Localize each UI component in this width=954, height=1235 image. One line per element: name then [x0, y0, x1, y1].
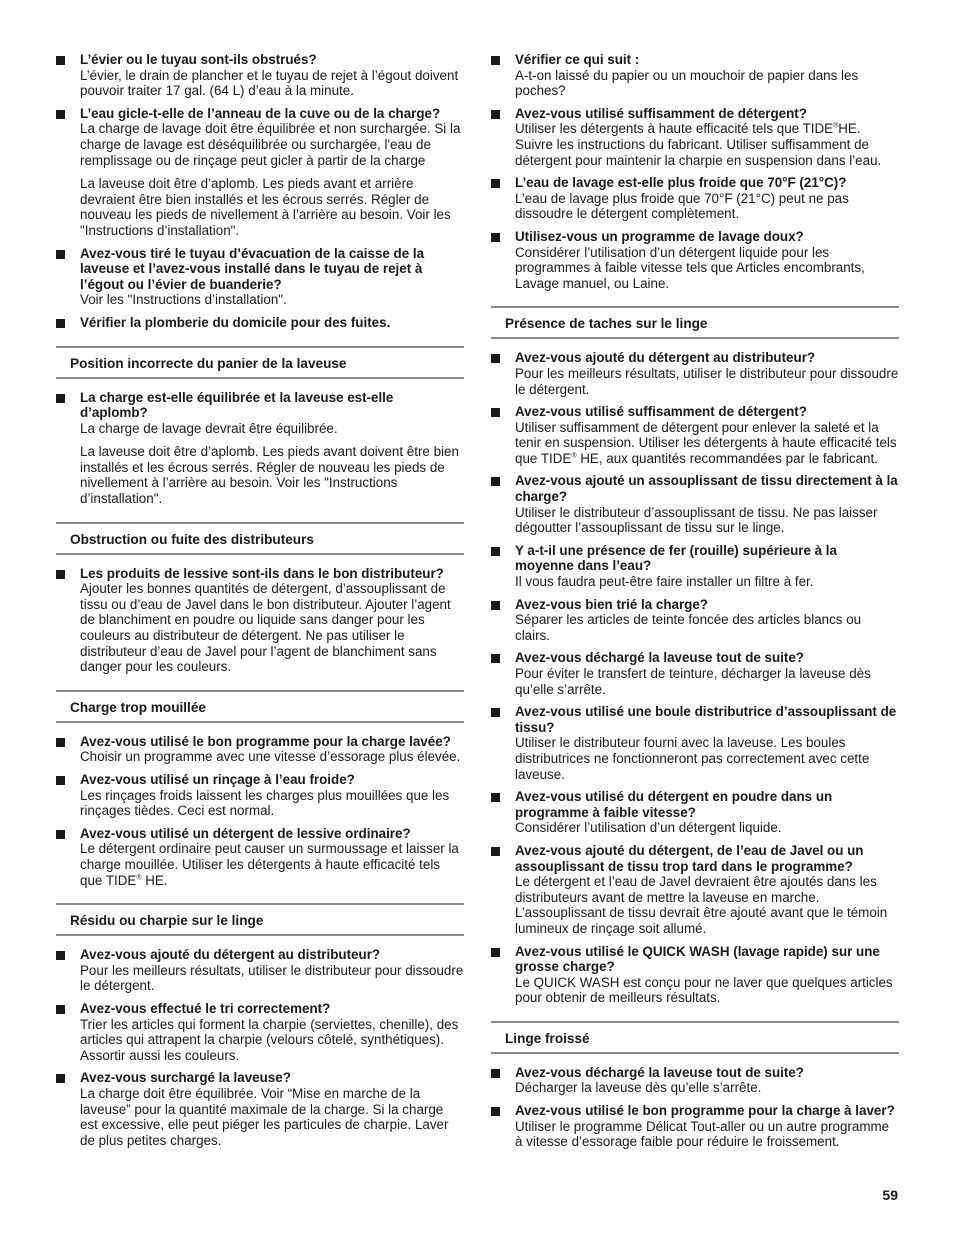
faq-item: [491, 944, 899, 1006]
faq-answer: [80, 68, 464, 99]
faq-answer-text: La charge de lavage devrait être équilibrée.: [80, 420, 338, 436]
faq-answer-text: A-t-on laissé du papier ou un mouchoir de papier dans les poches?: [515, 67, 859, 99]
faq-answer-text: Ajouter les bonnes quantités de détergent, d’assouplissant de tissu ou d’eau de Javel dans le bon distributeur. Ajouter l’agent de blanchiment en poudre ou liquide sans danger pour les couleurs au distributeur de détergent. Ne pas utiliser le distributeur d’eau de Javel pour l’agent de blanchiment sans danger pour les couleurs.: [80, 581, 451, 675]
faq-item: [56, 106, 464, 168]
faq-item: [491, 52, 899, 99]
section-heading: Charge trop mouillée: [56, 690, 464, 723]
section: [56, 903, 464, 936]
faq-item: [491, 106, 899, 168]
faq-item: [491, 789, 899, 836]
faq-answer-text: Utiliser suffisamment de détergent pour enlever la saleté et la tenir en suspension. Utiliser les détergents à haute efficacité tels que TIDE: [515, 419, 897, 466]
square-bullet-icon: [56, 250, 65, 259]
faq-answer: [515, 420, 899, 467]
square-bullet-icon: [491, 110, 500, 119]
faq-answer-text: L’eau de lavage plus froide que 70°F (21°C) peut ne pas dissoudre le détergent complètement.: [515, 190, 849, 222]
faq-answer: [80, 963, 464, 994]
square-bullet-icon: [491, 56, 500, 65]
faq-answer-text: Pour éviter le transfert de teinture, décharger la laveuse dès qu’elle s’arrête.: [515, 666, 871, 697]
faq-answer: [515, 1080, 899, 1096]
right-column: [491, 52, 899, 1157]
faq-answer-text: Voir les "Instructions d’installation".: [80, 292, 287, 308]
faq-answer-text: Considérer l’utilisation d’un détergent liquide.: [515, 820, 782, 836]
faq-item: [491, 229, 899, 291]
square-bullet-icon: [491, 1069, 500, 1078]
faq-item: [56, 246, 464, 308]
faq-answer: [80, 1086, 464, 1148]
square-bullet-icon: [56, 319, 65, 328]
faq-answer: [80, 581, 464, 675]
faq-answer: [515, 245, 899, 292]
square-bullet-icon: [491, 847, 500, 856]
faq-item: [56, 947, 464, 994]
faq-answer-text-cont: HE, aux quantités recommandées par le fabricant.: [576, 450, 878, 466]
faq-question: Avez-vous utilisé du détergent en poudre dans un programme à faible vitesse?: [515, 789, 833, 820]
faq-answer-text-cont: HE. Suivre les instructions du fabricant. Utiliser suffisamment de détergent pour maintenir la charpie en suspension dans l’eau.: [515, 121, 882, 168]
faq-item: [56, 734, 464, 765]
square-bullet-icon: [56, 56, 65, 65]
faq-question: Avez-vous ajouté du détergent au distributeur?: [515, 350, 816, 366]
faq-question: Utilisez-vous un programme de lavage doux?: [515, 228, 804, 244]
faq-item: [56, 315, 464, 331]
faq-item: [56, 772, 464, 819]
square-bullet-icon: [491, 601, 500, 610]
faq-answer-text: Le QUICK WASH est conçu pour ne laver que quelques articles pour obtenir de meilleurs résultats.: [515, 974, 893, 1006]
section: [491, 306, 899, 339]
square-bullet-icon: [491, 948, 500, 957]
square-bullet-icon: [491, 1107, 500, 1116]
faq-question: Avez-vous déchargé la laveuse tout de suite?: [515, 1064, 804, 1080]
square-bullet-icon: [491, 179, 500, 188]
faq-question: Les produits de lessive sont-ils dans le bon distributeur?: [80, 565, 444, 581]
faq-answer-text: Trier les articles qui forment la charpie (serviettes, chenille), des articles qui attrapent la charpie (velours côtelé, synthétiques). Assortir aussi les couleurs.: [80, 1016, 459, 1063]
faq-item: [491, 350, 899, 397]
section: [56, 522, 464, 555]
faq-question: Avez-vous ajouté du détergent au distributeur?: [80, 947, 381, 963]
square-bullet-icon: [491, 708, 500, 717]
faq-item: [491, 597, 899, 644]
faq-question: L’eau gicle-t-elle de l’anneau de la cuve ou de la charge?: [80, 105, 441, 121]
faq-question: Avez-vous effectué le tri correctement?: [80, 1000, 331, 1016]
faq-answer-text: Utiliser le distributeur fourni avec la laveuse. Les boules distributrices ne fonctionneront pas correctement avec cette laveuse.: [515, 735, 870, 782]
faq-question: Avez-vous ajouté un assouplissant de tissu directement à la charge?: [515, 473, 898, 505]
faq-item: [56, 826, 464, 888]
faq-question: Avez-vous utilisé un détergent de lessive ordinaire?: [80, 825, 411, 841]
square-bullet-icon: [56, 110, 65, 119]
trademark-symbol: ®: [833, 122, 839, 130]
faq-answer-text: L’évier, le drain de plancher et le tuyau de rejet à l’égout doivent pouvoir traiter 17 gal. (64 L) d’eau à la minute.: [80, 67, 459, 99]
faq-answer: [80, 121, 464, 168]
trademark-symbol: ®: [136, 874, 142, 882]
section: [56, 690, 464, 723]
square-bullet-icon: [491, 547, 500, 556]
faq-question: Avez-vous utilisé le bon programme pour la charge lavée?: [80, 733, 451, 749]
faq-item: [491, 704, 899, 782]
square-bullet-icon: [56, 738, 65, 747]
square-bullet-icon: [491, 233, 500, 242]
faq-question: Avez-vous déchargé la laveuse tout de suite?: [515, 650, 804, 666]
faq-answer: [515, 191, 899, 222]
faq-item: [56, 390, 464, 437]
faq-answer-text: Pour les meilleurs résultats, utiliser le distributeur pour dissoudre le détergent.: [515, 365, 899, 397]
square-bullet-icon: [56, 570, 65, 579]
faq-answer-text: Choisir un programme avec une vitesse d’essorage plus élevée.: [80, 749, 461, 765]
faq-item: [56, 52, 464, 99]
section-heading: Résidu ou charpie sur le linge: [56, 903, 464, 936]
faq-question: L’eau de lavage est-elle plus froide que 70°F (21°C)?: [515, 175, 847, 191]
faq-answer: [515, 366, 899, 397]
faq-question: Vérifier ce qui suit :: [515, 52, 640, 67]
square-bullet-icon: [56, 776, 65, 785]
section-heading: Position incorrecte du panier de la laveuse: [56, 346, 464, 379]
faq-answer: [515, 874, 899, 936]
faq-paragraph: La laveuse doit être d’aplomb. Les pieds avant et arrière devraient être bien installés et les écrous serrés. Régler de nouveau les pieds de nivellement à l’arrière au besoin. Voir les "Instructions d’installation".: [80, 176, 451, 238]
faq-answer: [515, 1119, 899, 1150]
faq-answer: [80, 788, 464, 819]
faq-answer: [515, 666, 899, 697]
faq-answer-text: La charge doit être équilibrée. Voir “Mise en marche de la laveuse” pour la quantité maximale de la charge. Si la charge est excessive, elle peut piéger les particules de charpie. Laver de plus petites charges.: [80, 1085, 449, 1148]
faq-answer-text: Pour les meilleurs résultats, utiliser le distributeur pour dissoudre le détergent.: [80, 962, 464, 994]
faq-item: [491, 175, 899, 222]
faq-question: Avez-vous bien trié la charge?: [515, 596, 708, 612]
faq-question: Avez-vous ajouté du détergent, de l’eau de Javel ou un assouplissant de tissu trop tard dans le programme?: [515, 842, 864, 874]
faq-item: [491, 1103, 899, 1150]
square-bullet-icon: [56, 951, 65, 960]
faq-answer-text: Séparer les articles de teinte foncée des articles blancs ou clairs.: [515, 612, 862, 643]
faq-paragraph: La laveuse doit être d’aplomb. Les pieds avant doivent être bien installés et les écrous serrés. Régler de nouveau les pieds de nivellement à l’arrière au besoin. Voir les "Instructions d’installation".: [80, 444, 459, 507]
faq-question: La charge est-elle équilibrée et la laveuse est-elle d’aplomb?: [80, 389, 394, 421]
faq-answer-text: Utiliser le distributeur d’assouplissant de tissu. Ne pas laisser dégoutter l’assouplissant de tissu sur le linge.: [515, 504, 878, 536]
faq-answer-text: Utiliser les détergents à haute efficacité tels que TIDE: [515, 121, 834, 137]
faq-question: Avez-vous surchargé la laveuse?: [80, 1070, 291, 1086]
faq-item: [491, 843, 899, 937]
faq-answer: [515, 505, 899, 536]
faq-question: Vérifier la plomberie du domicile pour des fuites.: [80, 314, 391, 330]
square-bullet-icon: [56, 830, 65, 839]
faq-question: Avez-vous utilisé un rinçage à l’eau froide?: [80, 772, 355, 787]
faq-answer: [515, 68, 899, 99]
faq-item: [491, 543, 899, 590]
faq-question: L’évier ou le tuyau sont-ils obstrués?: [80, 52, 317, 67]
faq-answer-text: Les rinçages froids laissent les charges plus mouillées que les rinçages tièdes. Ceci est normal.: [80, 787, 450, 819]
section-heading: Linge froissé: [491, 1021, 899, 1054]
faq-question: Avez-vous utilisé suffisamment de détergent?: [515, 105, 807, 121]
faq-question: Avez-vous tiré le tuyau d’évacuation de la caisse de la laveuse et l’avez-vous installé dans le tuyau de rejet à l’égout ou l’évier de buanderie?: [80, 245, 425, 292]
faq-item: [491, 1065, 899, 1096]
faq-question: Avez-vous utilisé le bon programme pour la charge à laver?: [515, 1103, 895, 1119]
faq-question: Avez-vous utilisé suffisamment de détergent?: [515, 404, 807, 420]
faq-item: [491, 650, 899, 697]
faq-answer-text: Il vous faudra peut-être faire installer un filtre à fer.: [515, 574, 814, 590]
faq-item: [56, 1001, 464, 1063]
faq-answer-text: Considérer l’utilisation d’un détergent liquide pour les programmes à faible vitesse tels que Articles encombrants, Lavage manuel, ou Laine.: [515, 244, 865, 291]
faq-item: [491, 404, 899, 466]
faq-answer: [80, 421, 464, 437]
section-heading: Présence de taches sur le linge: [491, 306, 899, 339]
faq-answer-text: Le détergent ordinaire peut causer un surmoussage et laisser la charge mouillée. Utiliser les détergents à haute efficacité tels que TIDE: [80, 841, 459, 888]
square-bullet-icon: [491, 654, 500, 663]
faq-answer-text: La charge de lavage doit être équilibrée et non surchargée. Si la charge de lavage est déséquilibrée ou surchargée, l'eau de remplissage ou de rinçage peut gicler à partir de la charge: [80, 121, 461, 168]
section: [56, 346, 464, 379]
faq-answer: [515, 121, 899, 168]
faq-item: [491, 473, 899, 535]
faq-answer: [515, 975, 899, 1006]
trademark-symbol: ®: [571, 452, 577, 460]
faq-answer: [80, 1017, 464, 1064]
section-heading: Obstruction ou fuite des distributeurs: [56, 522, 464, 555]
square-bullet-icon: [56, 394, 65, 403]
faq-answer: [80, 292, 464, 308]
square-bullet-icon: [491, 477, 500, 486]
left-column: [56, 52, 464, 1155]
faq-question: Avez-vous utilisé le QUICK WASH (lavage rapide) sur une grosse charge?: [515, 943, 880, 975]
section: [491, 1021, 899, 1054]
square-bullet-icon: [56, 1005, 65, 1014]
square-bullet-icon: [491, 793, 500, 802]
faq-item: [56, 566, 464, 675]
faq-answer: [515, 820, 899, 836]
faq-answer: [515, 735, 899, 782]
faq-answer-text: Décharger la laveuse dès qu’elle s’arrête.: [515, 1080, 762, 1096]
faq-answer: [515, 574, 899, 590]
faq-question: Avez-vous utilisé une boule distributrice d’assouplissant de tissu?: [515, 704, 897, 735]
faq-answer: [80, 841, 464, 888]
square-bullet-icon: [491, 408, 500, 417]
faq-answer-text: Le détergent et l’eau de Javel devraient être ajoutés dans les distributeurs avant de mettre la laveuse en marche. L’assouplissant de tissu devrait être ajouté avant que le témoin lumineux de rinçage soit allumé.: [515, 874, 888, 936]
faq-answer-text-cont: HE.: [141, 872, 168, 888]
square-bullet-icon: [56, 1074, 65, 1083]
faq-answer: [80, 749, 464, 765]
faq-item: [56, 1070, 464, 1148]
faq-answer-text: Utiliser le programme Délicat Tout-aller ou un autre programme à vitesse d’essorage faible pour réduire le froissement.: [515, 1118, 890, 1150]
page-number: 59: [882, 1187, 898, 1203]
faq-question: Y a-t-il une présence de fer (rouille) supérieure à la moyenne dans l’eau?: [515, 542, 837, 574]
square-bullet-icon: [491, 354, 500, 363]
faq-answer: [515, 612, 899, 643]
